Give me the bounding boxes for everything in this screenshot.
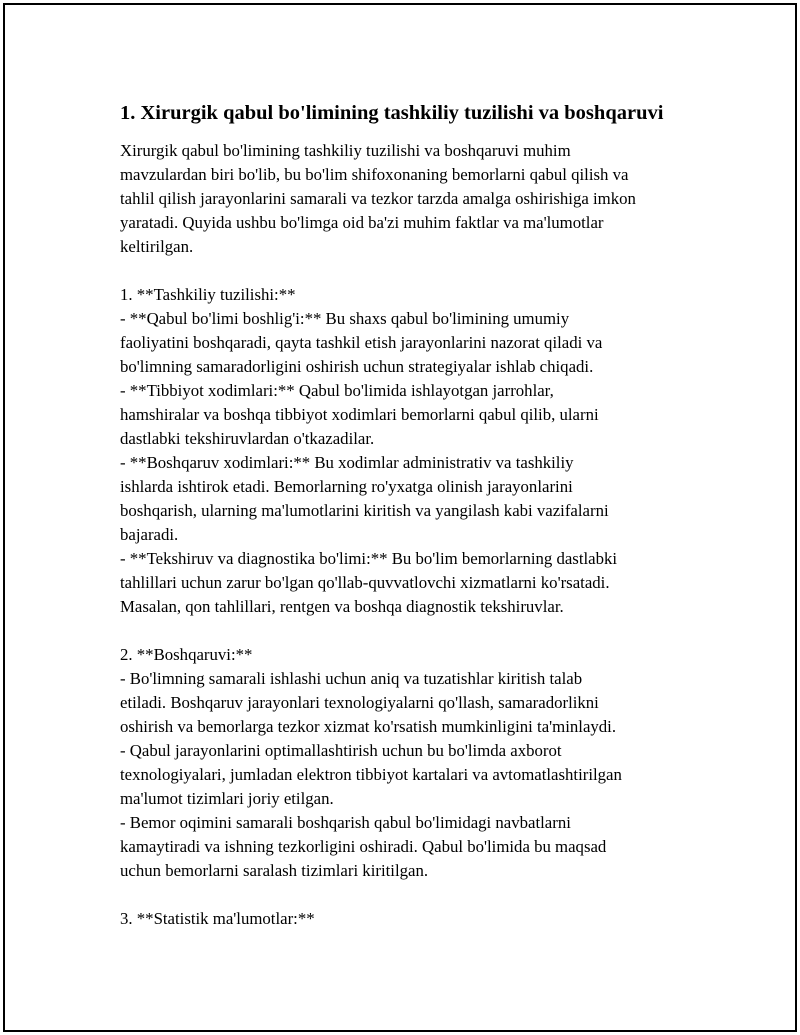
body-text: Xirurgik qabul bo'limining tashkiliy tuzilishi va boshqaruvi muhim mavzulardan biri bo'lib, bu bo'lim shifoxonaning bemorlarni qabul qilish va tahlil qilish jarayonlarini samarali va tezkor tarzda amalga oshirishiga imkon yaratadi. Quyida ushbu bo'limga oid ba'zi muhim faktlar va ma'lumotlar keltirilgan. 1. **Tashkiliy tuzilishi:** - **Qabul bo'limi boshlig'i:** Bu shaxs qabul bo'limining umumiy faoliyatini boshqaradi, qayta tashkil etish jarayonlarini nazorat qiladi va bo'limning samaradorligini oshirish uchun strategiyalar ishlab chiqadi. - **Tibbiyot xodimlari:** Qabul bo'limida ishlayotgan jarrohlar, hamshiralar va boshqa tibbiyot xodimlari bemorlarni qabul qilib, ularni dastlabki tekshiruvlardan o'tkazadilar. - **Boshqaruv xodimlari:** Bu xodimlar administrativ va tashkiliy ishlarda ishtirok etadi. Bemorlarning ro'yxatga olinish jarayonlarini boshqarish, ularning ma'lumotlarini kiritish va yangilash kabi vazifalarni bajaradi. - **Tekshiruv va diagnostika bo'limi:** Bu bo'lim bemorlarning dastlabki tahlillari uchun zarur bo'lgan qo'llab-quvvatlovchi xizmatlarni ko'rsatadi. Masalan, qon tahlillari, rentgen va boshqa diagnostik tekshiruvlar. 2. **Boshqaruvi:** - Bo'limning samarali ishlashi uchun aniq va tuzatishlar kiritish talab etiladi. Boshqaruv jarayonlari texnologiyalarni qo'llash, samaradorlikni oshirish va bemorlarga tezkor xizmat ko'rsatish mumkinligini ta'minlaydi. - Qabul jarayonlarini optimallashtirish uchun bu bo'limda axborot texnologiyalari, jumladan elektron tibbiyot kartalari va avtomatlashtirilgan ma'lumot tizimlari joriy etilgan. - Bemor oqimini samarali boshqarish qabul bo'limidagi navbatlarni kamaytiradi va ishning tezkorligini oshiradi. Qabul bo'limida bu maqsad uchun bemorlarni saralash tizimlari kiritilgan. 3. **Statistik ma'lumotlar:**	[120, 141, 636, 928]
document-content	[120, 99, 680, 931]
section-heading: 1. Xirurgik qabul bo'limining tashkiliy tuzilishi va boshqaruvi	[120, 102, 664, 124]
document-page	[3, 3, 797, 1032]
